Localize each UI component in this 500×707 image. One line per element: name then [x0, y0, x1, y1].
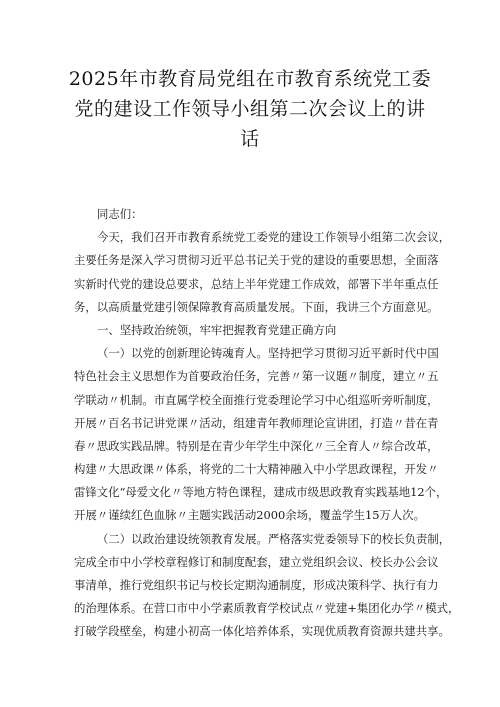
- document-title: [60, 64, 440, 154]
- body-line-intro-4: 务，以高质量党建引领保障教育高质量发展。下面，我讲三个方面意见。: [74, 299, 439, 314]
- title-line-2: 党的建设工作领导小组第二次会议上的讲: [74, 98, 426, 120]
- salutation: 同志们：: [97, 207, 143, 221]
- document-body: [74, 203, 460, 644]
- body-line-intro-3: 实新时代党的建设总要求，总结上半年党建工作成效，部署下半年重点任: [74, 276, 439, 291]
- body-line-intro-2: 主要任务是深入学习贯彻习近平总书记关于党的建设的重要思想，全面落: [74, 253, 439, 268]
- body-line-s1-1: （一）以党的创新理论铸魂育人。坚持把学习贯彻习近平新时代中国: [97, 346, 439, 361]
- body-line-s2-5: 打破学段壁垒，构建小初高一体化培养体系，实现优质教育资源共建共享。: [74, 624, 450, 639]
- body-line-intro-1: 今天，我们召开市教育系统党工委党的建设工作领导小组第二次会议，: [97, 230, 451, 245]
- body-line-s1-3: 学联动〃机制。市直属学校全面推行党委理论学习中心组巡听旁听制度，: [74, 392, 439, 407]
- body-line-s1-8: 开展〃谨续红色血脉〃主题实践活动2000余场，覆盖学生15万人次。: [74, 508, 426, 523]
- body-line-s1-6: 构建〃大思政课〃体系，将党的二十大精神融入中小学思政课程，开发〃: [74, 462, 439, 477]
- section-heading-1: 一、坚持政治统领，牢牢把握教育党建正确方向: [97, 322, 337, 337]
- body-line-s1-5: 春〃思政实践品牌。特别是在青少年学生中深化〃三全育人〃综合改革，: [74, 438, 439, 453]
- body-line-s2-3: 事清单，推行党组织书记与校长定期沟通制度，形成决策科学、执行有力: [74, 578, 439, 592]
- body-line-s1-2: 特色社会主义思想作为首要政治任务，完善〃第一议题〃制度，建立〃五: [74, 369, 439, 384]
- body-line-s2-4: 的治理体系。在营口市中小学素质教育学校试点〃党建+集团化办学〃模式，: [74, 601, 460, 616]
- body-line-s1-4: 开展〃百名书记讲党课〃活动，组建青年教师理论宣讲团，打造〃昔在青: [74, 415, 439, 430]
- title-line-1: 2025年市教育局党组在市教育系统党工委: [68, 68, 432, 90]
- body-line-s2-1: （二）以政治建设统领教育发展。严格落实党委领导下的校长负责制，: [97, 531, 451, 546]
- body-line-s1-7: 雷锋文化“母爱文化〃等地方特色课程，建成市级思政教育实践基地12个，: [74, 485, 448, 500]
- body-line-s2-2: 完成全市中小学校章程修订和制度配套，建立党组织会议、校长办公会议: [74, 554, 439, 569]
- title-line-3: 话: [240, 128, 260, 150]
